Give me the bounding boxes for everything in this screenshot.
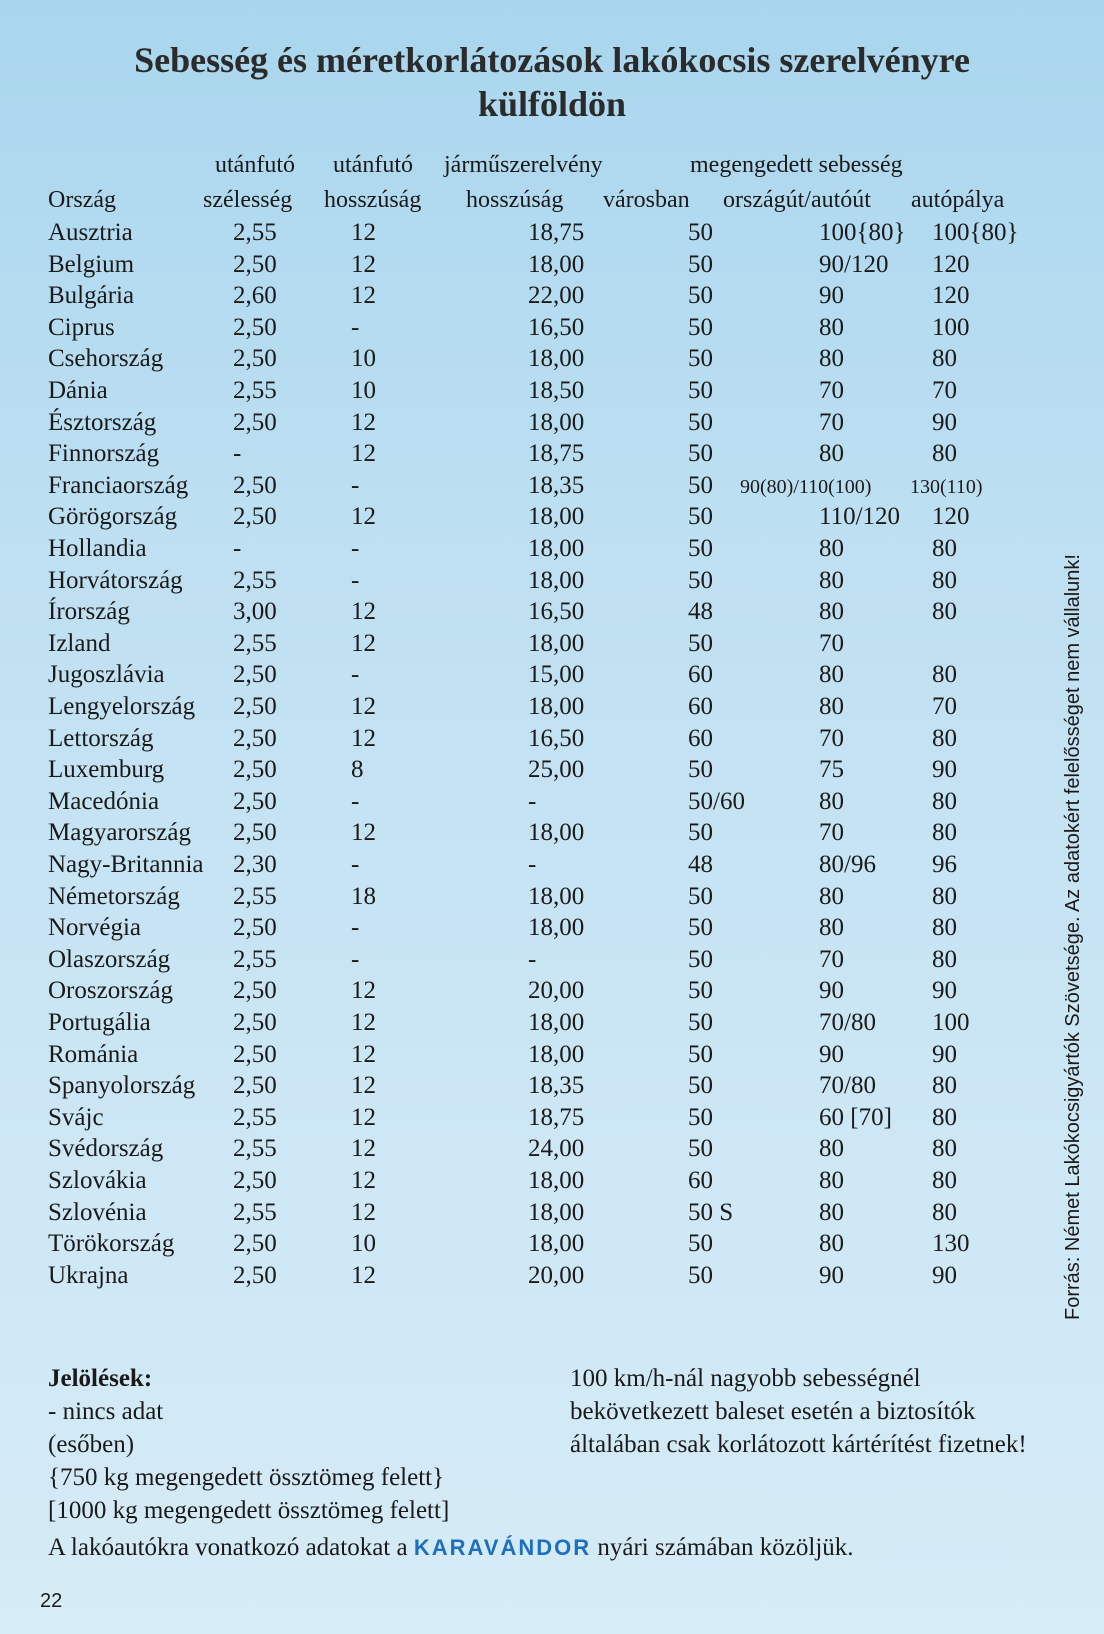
cell-country: Nagy-Britannia (48, 851, 204, 878)
cell-country: Lettország (48, 724, 154, 752)
cell-road-speed: 70 (819, 629, 844, 657)
cell-road-speed: 80 (819, 1230, 844, 1258)
cell-motorway-speed: 90 (932, 408, 957, 436)
legend (48, 1362, 449, 1527)
cell-total-length: 18,75 (528, 1103, 585, 1131)
cell-length: 12 (351, 1009, 376, 1036)
cell-total-length: 18,00 (528, 503, 585, 531)
cell-country: Spanyolország (48, 1072, 196, 1100)
cell-road-speed: 80 (819, 598, 844, 626)
page-title (0, 38, 1104, 126)
cell-motorway-speed: 100{80} (932, 219, 1019, 246)
cell-country: Lengyelország (48, 693, 196, 720)
cell-city-speed: 48 (688, 598, 713, 626)
cell-length: - (351, 945, 360, 973)
cell-road-speed: 90 (819, 282, 844, 310)
title-line-2: külföldön (477, 84, 627, 124)
header-motorway: autópálya (911, 187, 1005, 213)
cell-road-speed: 80/96 (819, 851, 876, 878)
cell-length: - (351, 914, 360, 942)
legend-item: {750 kg megengedett össztömeg felett} (48, 1464, 445, 1491)
table-row (0, 851, 1060, 882)
cell-city-speed: 50 (688, 756, 713, 784)
cell-motorway-speed: 90 (932, 977, 957, 1005)
cell-city-speed: 50/60 (688, 787, 745, 815)
page-number: 22 (40, 1590, 63, 1612)
cell-motorway-speed: 96 (932, 851, 957, 878)
cell-width: 2,50 (233, 313, 277, 341)
cell-country: Jugoszlávia (48, 661, 165, 689)
cell-total-length: 18,75 (528, 440, 585, 468)
cell-country: Németország (48, 882, 180, 910)
cell-city-speed: 50 (688, 377, 713, 404)
cell-motorway-speed: 80 (932, 566, 957, 594)
cell-road-speed: 100{80} (819, 219, 906, 246)
cell-road-speed: 75 (819, 756, 844, 784)
cell-road-speed: 80 (819, 787, 844, 815)
cell-length: 12 (351, 1040, 376, 1068)
cell-total-length: 18,00 (528, 629, 585, 657)
table-row (0, 503, 1060, 534)
cell-width: 2,55 (233, 945, 277, 973)
cell-road-speed: 90 (819, 977, 844, 1005)
cell-country: Izland (48, 629, 111, 657)
header-width: szélesség (203, 187, 293, 213)
cell-total-length: 18,00 (528, 345, 585, 373)
header-speed-top: megengedett sebesség (690, 152, 903, 178)
cell-motorway-speed: 80 (932, 882, 957, 910)
cell-motorway-speed: 100 (932, 313, 970, 341)
table-row (0, 1041, 1060, 1072)
legend-item: - nincs adat (48, 1398, 164, 1425)
cell-width: 2,50 (233, 914, 277, 942)
cell-length: - (351, 851, 360, 878)
cell-city-speed: 60 (688, 724, 713, 752)
cell-city-speed: 50 (688, 535, 713, 562)
cell-motorway-speed: 80 (932, 1103, 957, 1131)
cell-length: - (351, 535, 360, 562)
cell-total-length: 18,00 (528, 882, 585, 910)
cell-total-length: - (528, 787, 537, 815)
cell-width: 2,50 (233, 1072, 277, 1100)
table-row (0, 345, 1060, 376)
cell-city-speed: 50 (688, 1261, 713, 1289)
cell-length: 12 (351, 977, 376, 1005)
cell-motorway-speed: 80 (932, 1072, 957, 1100)
cell-road-speed: 80 (819, 313, 844, 341)
cell-width: 2,50 (233, 977, 277, 1005)
cell-width: 2,50 (233, 471, 277, 499)
cell-road-speed: 110/120 (819, 503, 901, 531)
cell-width: - (233, 440, 242, 468)
cell-motorway-speed: 70 (932, 693, 957, 720)
table-row (0, 946, 1060, 977)
cell-width: 2,60 (233, 282, 277, 310)
cell-city-speed: 50 (688, 945, 713, 973)
cell-width: 2,50 (233, 1040, 277, 1068)
cell-country: Oroszország (48, 977, 173, 1005)
cell-motorway-speed: 80 (932, 535, 957, 562)
cell-width: - (233, 535, 242, 562)
cell-city-speed: 50 (688, 219, 713, 246)
cell-width: 2,50 (233, 724, 277, 752)
cell-width: 2,55 (233, 219, 277, 246)
cell-road-speed: 80 (819, 1135, 844, 1163)
cell-total-length: 18,00 (528, 1040, 585, 1068)
cell-width: 2,50 (233, 1261, 277, 1289)
table-row (0, 472, 1060, 503)
cell-city-speed: 50 (688, 1103, 713, 1131)
cell-country: Franciaország (48, 471, 189, 499)
cell-length: 12 (351, 408, 376, 436)
cell-width: 2,55 (233, 1198, 277, 1226)
cell-country: Ciprus (48, 313, 115, 341)
cell-width: 2,50 (233, 1230, 277, 1258)
table-row (0, 535, 1060, 566)
table-row (0, 977, 1060, 1008)
cell-country: Szlovákia (48, 1167, 147, 1194)
cell-road-speed: 70 (819, 945, 844, 973)
cell-length: 12 (351, 1072, 376, 1100)
table-row (0, 251, 1060, 282)
cell-city-speed: 50 (688, 1040, 713, 1068)
cell-length: 12 (351, 440, 376, 468)
cell-road-speed: 70 (819, 377, 844, 404)
cell-width: 2,50 (233, 661, 277, 689)
cell-total-length: 18,00 (528, 1230, 585, 1258)
cell-width: 2,50 (233, 1009, 277, 1036)
cell-city-speed: 50 S (688, 1198, 734, 1226)
table-row (0, 282, 1060, 313)
cell-total-length: 24,00 (528, 1135, 585, 1163)
cell-country: Magyarország (48, 819, 191, 847)
insurance-note: 100 km/h-nál nagyobb sebességnél bekövetkezett baleset esetén a biztosítók általában csak korlátozott kártérítést fizetnek! (570, 1365, 1027, 1458)
cell-country: Svédország (48, 1135, 164, 1163)
table-row (0, 725, 1060, 756)
table-row (0, 630, 1060, 661)
cell-total-length: 25,00 (528, 756, 585, 784)
cell-city-speed: 50 (688, 313, 713, 341)
title-line-1: Sebesség és méretkorlátozások lakókocsis szerelvényre (134, 40, 970, 80)
cell-city-speed: 48 (688, 851, 713, 878)
cell-width: 2,50 (233, 756, 277, 784)
cell-city-speed: 50 (688, 914, 713, 942)
cell-length: 12 (351, 1261, 376, 1289)
cell-length: 12 (351, 629, 376, 657)
cell-country: Szlovénia (48, 1198, 147, 1226)
cell-motorway-speed: 80 (932, 914, 957, 942)
table-row (0, 1230, 1060, 1261)
cell-country: Svájc (48, 1103, 104, 1131)
cell-motorway-speed: 120 (932, 503, 970, 531)
cell-total-length: 18,35 (528, 471, 585, 499)
header-combo-top: járműszerelvény (444, 152, 603, 178)
cell-length: 12 (351, 819, 376, 847)
cell-motorway-speed: 80 (932, 819, 957, 847)
table-row (0, 1009, 1060, 1040)
cell-road-speed: 60 [70] (819, 1103, 892, 1131)
cell-length: 10 (351, 377, 376, 404)
cell-width: 2,55 (233, 882, 277, 910)
legend-item: [1000 kg megengedett össztömeg felett] (48, 1497, 450, 1524)
cell-length: 12 (351, 1198, 376, 1226)
cell-road-speed: 80 (819, 345, 844, 373)
cell-city-speed: 50 (688, 1009, 713, 1036)
cell-motorway-speed: 80 (932, 440, 957, 468)
cell-total-length: 18,00 (528, 693, 585, 720)
cell-motorway-speed: 130(110) (910, 475, 983, 498)
cell-motorway-speed: 80 (932, 945, 957, 973)
cell-motorway-speed: 80 (932, 1198, 957, 1226)
footer-text (48, 1534, 854, 1562)
cell-motorway-speed: 130 (932, 1230, 970, 1258)
source-note: Forrás: Német Lakókocsigyártók Szövetsége. Az adatokért felelősséget nem vállalunk! (1062, 554, 1084, 1320)
cell-country: Észtország (48, 408, 157, 436)
cell-total-length: 18,00 (528, 819, 585, 847)
cell-total-length: - (528, 945, 537, 973)
table-row (0, 883, 1060, 914)
cell-motorway-speed: 80 (932, 661, 957, 689)
table-row (0, 1262, 1060, 1293)
cell-city-speed: 50 (688, 1135, 713, 1163)
cell-total-length: 18,00 (528, 535, 585, 562)
cell-country: Portugália (48, 1009, 151, 1036)
table-row (0, 567, 1060, 598)
cell-country: Törökország (48, 1230, 175, 1258)
cell-road-speed: 80 (819, 566, 844, 594)
cell-motorway-speed: 80 (932, 598, 957, 626)
cell-city-speed: 60 (688, 693, 713, 720)
cell-width: 2,55 (233, 1135, 277, 1163)
cell-length: 10 (351, 1230, 376, 1258)
cell-country: Luxemburg (48, 756, 165, 784)
legend-item: (esőben) (48, 1431, 135, 1458)
cell-motorway-speed: 80 (932, 1167, 957, 1194)
cell-road-speed: 70/80 (819, 1009, 876, 1036)
cell-length: - (351, 313, 360, 341)
cell-length: 10 (351, 345, 376, 373)
cell-length: 12 (351, 598, 376, 626)
table-row (0, 756, 1060, 787)
table-row (0, 788, 1060, 819)
table-row (0, 314, 1060, 345)
cell-country: Ukrajna (48, 1261, 129, 1289)
cell-motorway-speed: 120 (932, 250, 970, 278)
cell-city-speed: 50 (688, 408, 713, 436)
cell-length: 8 (351, 756, 364, 784)
cell-width: 2,50 (233, 345, 277, 373)
cell-country: Írország (48, 598, 130, 626)
cell-length: - (351, 471, 360, 499)
cell-city-speed: 50 (688, 440, 713, 468)
cell-road-speed: 80 (819, 1198, 844, 1226)
cell-total-length: 22,00 (528, 282, 585, 310)
cell-total-length: 16,50 (528, 313, 585, 341)
table-row (0, 598, 1060, 629)
cell-city-speed: 50 (688, 629, 713, 657)
cell-country: Belgium (48, 250, 135, 278)
cell-width: 2,55 (233, 377, 277, 404)
table-row (0, 1104, 1060, 1135)
cell-width: 2,50 (233, 787, 277, 815)
cell-country: Bulgária (48, 282, 135, 310)
cell-total-length: 18,35 (528, 1072, 585, 1100)
cell-total-length: 18,75 (528, 219, 585, 246)
table-row (0, 219, 1060, 250)
cell-length: 12 (351, 724, 376, 752)
cell-motorway-speed: 80 (932, 1135, 957, 1163)
cell-width: 3,00 (233, 598, 277, 626)
cell-total-length: - (528, 851, 537, 878)
cell-motorway-speed: 100 (932, 1009, 970, 1036)
cell-road-speed: 90 (819, 1261, 844, 1289)
cell-total-length: 18,00 (528, 1009, 585, 1036)
cell-road-speed: 80 (819, 535, 844, 562)
header-trailer-length-top: utánfutó (333, 152, 413, 178)
cell-total-length: 18,50 (528, 377, 585, 404)
cell-city-speed: 50 (688, 1230, 713, 1258)
table-row (0, 1199, 1060, 1230)
cell-total-length: 20,00 (528, 977, 585, 1005)
cell-country: Finnország (48, 440, 160, 468)
cell-length: 12 (351, 1167, 376, 1194)
cell-width: 2,50 (233, 503, 277, 531)
cell-width: 2,50 (233, 250, 277, 278)
cell-city-speed: 50 (688, 250, 713, 278)
cell-total-length: 16,50 (528, 598, 585, 626)
header-combo-length: hosszúság (466, 187, 564, 213)
cell-width: 2,55 (233, 566, 277, 594)
header-road: országút/autóút (723, 187, 871, 213)
cell-total-length: 15,00 (528, 661, 585, 689)
cell-city-speed: 60 (688, 1167, 713, 1194)
cell-city-speed: 50 (688, 345, 713, 373)
cell-country: Olaszország (48, 945, 171, 973)
cell-width: 2,50 (233, 1167, 277, 1194)
cell-length: 12 (351, 503, 376, 531)
cell-road-speed: 80 (819, 1167, 844, 1194)
cell-city-speed: 50 (688, 977, 713, 1005)
cell-road-speed: 70/80 (819, 1072, 876, 1100)
table-row (0, 1135, 1060, 1166)
cell-motorway-speed: 80 (932, 787, 957, 815)
cell-total-length: 18,00 (528, 250, 585, 278)
table-row (0, 819, 1060, 850)
cell-country: Hollandia (48, 535, 147, 562)
cell-city-speed: 50 (688, 471, 713, 499)
table-row (0, 409, 1060, 440)
cell-length: - (351, 661, 360, 689)
cell-width: 2,30 (233, 851, 277, 878)
cell-width: 2,50 (233, 693, 277, 720)
cell-road-speed: 80 (819, 882, 844, 910)
cell-country: Dánia (48, 377, 108, 404)
header-city: városban (603, 187, 690, 213)
table-row (0, 1072, 1060, 1103)
header-trailer-width-top: utánfutó (215, 152, 295, 178)
cell-length: 18 (351, 882, 376, 910)
cell-city-speed: 50 (688, 882, 713, 910)
table-row (0, 693, 1060, 724)
cell-city-speed: 50 (688, 282, 713, 310)
cell-road-speed: 80 (819, 661, 844, 689)
header-length: hosszúság (324, 187, 422, 213)
cell-motorway-speed: 80 (932, 724, 957, 752)
cell-city-speed: 50 (688, 503, 713, 531)
header-country: Ország (48, 187, 116, 213)
cell-motorway-speed: 90 (932, 756, 957, 784)
cell-total-length: 16,50 (528, 724, 585, 752)
cell-country: Horvátország (48, 566, 183, 594)
cell-width: 2,55 (233, 629, 277, 657)
cell-total-length: 18,00 (528, 914, 585, 942)
table-row (0, 1167, 1060, 1198)
table-row (0, 661, 1060, 692)
cell-city-speed: 60 (688, 661, 713, 689)
cell-total-length: 18,00 (528, 1167, 585, 1194)
cell-city-speed: 50 (688, 566, 713, 594)
cell-length: - (351, 787, 360, 815)
table-row (0, 914, 1060, 945)
cell-total-length: 18,00 (528, 566, 585, 594)
cell-road-speed: 80 (819, 693, 844, 720)
cell-total-length: 18,00 (528, 408, 585, 436)
cell-length: 12 (351, 693, 376, 720)
legend-heading: Jelölések: (48, 1365, 153, 1392)
cell-total-length: 18,00 (528, 1198, 585, 1226)
cell-road-speed: 70 (819, 819, 844, 847)
cell-width: 2,55 (233, 1103, 277, 1131)
cell-length: - (351, 566, 360, 594)
cell-road-speed: 70 (819, 724, 844, 752)
cell-width: 2,50 (233, 408, 277, 436)
cell-country: Görögország (48, 503, 178, 531)
cell-country: Románia (48, 1040, 139, 1068)
cell-length: 12 (351, 219, 376, 246)
cell-road-speed: 80 (819, 914, 844, 942)
cell-city-speed: 50 (688, 819, 713, 847)
cell-motorway-speed: 90 (932, 1040, 957, 1068)
cell-motorway-speed: 120 (932, 282, 970, 310)
cell-width: 2,50 (233, 819, 277, 847)
footer-before: A lakóautókra vonatkozó adatokat a (48, 1534, 414, 1561)
cell-country: Csehország (48, 345, 164, 373)
cell-country: Norvégia (48, 914, 142, 942)
cell-road-speed: 80 (819, 440, 844, 468)
cell-length: 12 (351, 250, 376, 278)
cell-road-speed: 70 (819, 408, 844, 436)
cell-road-speed: 90/120 (819, 250, 889, 278)
cell-length: 12 (351, 282, 376, 310)
cell-length: 12 (351, 1135, 376, 1163)
cell-motorway-speed: 90 (932, 1261, 957, 1289)
cell-road-speed: 90 (819, 1040, 844, 1068)
cell-city-speed: 50 (688, 1072, 713, 1100)
table-row (0, 377, 1060, 408)
cell-motorway-speed: 80 (932, 345, 957, 373)
cell-motorway-speed: 70 (932, 377, 957, 404)
footer-after: nyári számában közöljük. (591, 1534, 854, 1561)
cell-length: 12 (351, 1103, 376, 1131)
cell-total-length: 20,00 (528, 1261, 585, 1289)
karavandor-brand: KARAVÁNDOR (413, 1535, 592, 1560)
cell-road-speed: 90(80)/110(100) (740, 475, 872, 498)
cell-country: Macedónia (48, 787, 160, 815)
table-row (0, 440, 1060, 471)
cell-country: Ausztria (48, 219, 133, 246)
